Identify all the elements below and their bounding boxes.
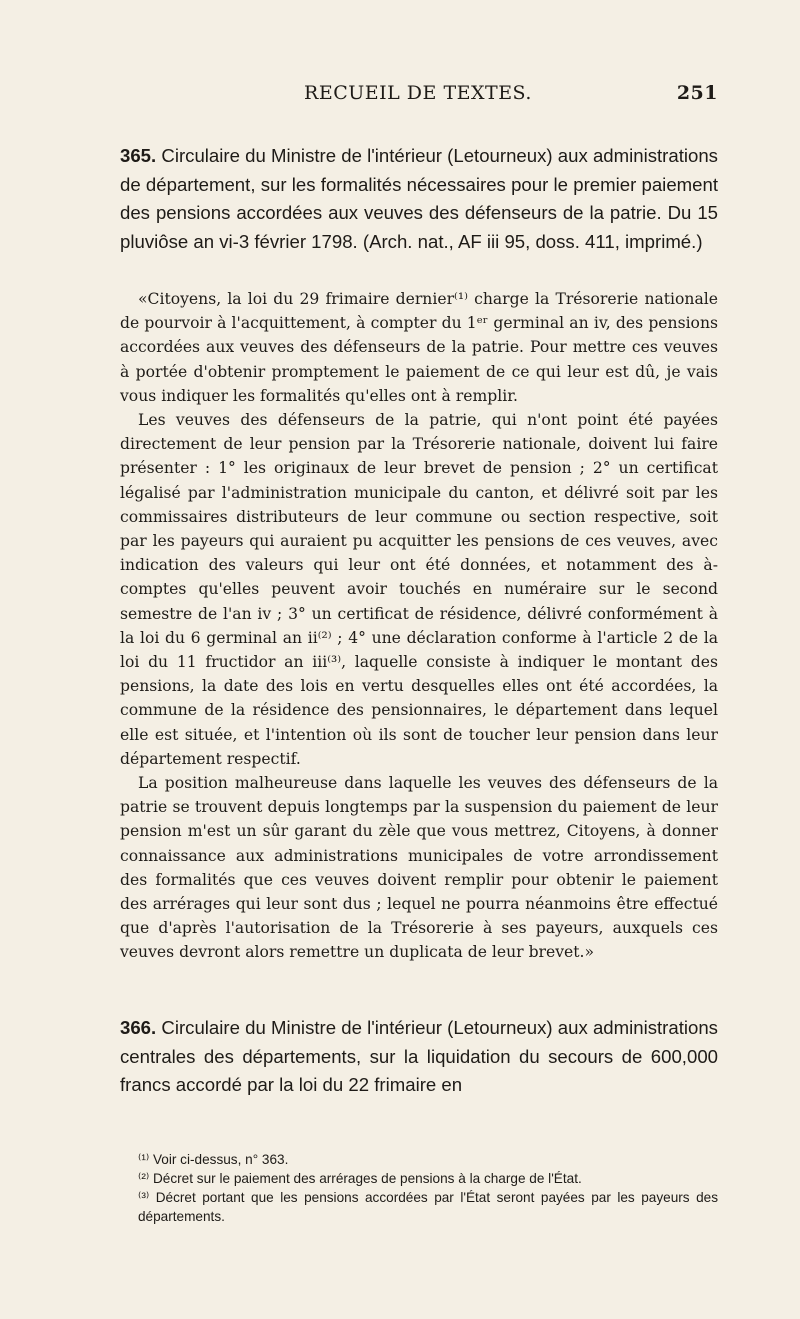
section-365-heading [120,142,718,256]
section-number: 366. [120,1017,157,1038]
paragraph: Les veuves des défenseurs de la patrie, qui n'ont point été payées directement de leur pension par la Trésorerie nationale, doivent lui faire présenter : 1° les originaux de leur brevet de pension ; 2° un certificat légalisé par l'administration municipale du canton, et délivré soit par les commissaires distributeurs de leur commune ou section respective, soit par les payeurs qui auraient pu acquitter les pensions de ces veuves, avec indication des valeurs qui leur ont été données, et notamment des à-comptes qu'elles peuvent avoir touchés en numéraire sur le second semestre de l'an iv ; 3° un certificat de résidence, délivré conformément à la loi du 6 germinal an ii⁽²⁾ ; 4° une déclaration conforme à l'article 2 de la loi du 11 fructidor an iii⁽³⁾, laquelle consiste à indiquer le montant des pensions, la date des lois en vertu desquelles elles ont été accordées, la commune de la résidence des pensionnaires, le département dans lequel elle est située, et l'intention où ils sont de toucher leur pension dans leur département respectif. [120,411,718,768]
paragraph: «Citoyens, la loi du 29 frimaire dernier⁽¹⁾ charge la Trésorerie nationale de pourvoir à l'acquittement, à compter du 1ᵉʳ germinal an iv, des pensions accordées aux veuves des défenseurs de la patrie. Pour mettre ces veuves à portée d'obtenir promptement le paiement de ce qui leur est dû, je vais vous indiquer les formalités qu'elles ont à remplir. [120,290,718,405]
page-number: 251 [676,82,718,104]
section-heading-text: Circulaire du Ministre de l'intérieur (Letourneux) aux administrations de département, sur les formalités nécessaires pour le premier paiement des pensions accordées aux veuves des défenseurs de la patrie. Du 15 pluviôse an vi-3 février 1798. (Arch. nat., AF iii 95, doss. 411, imprimé.) [120,145,718,252]
footnotes [120,1150,718,1226]
running-header [118,82,718,108]
section-heading-text: Circulaire du Ministre de l'intérieur (Letourneux) aux administrations centrales des départements, sur la liquidation du secours de 600,000 francs accordé par la loi du 22 frimaire en [120,1017,718,1095]
paragraph: La position malheureuse dans laquelle les veuves des défenseurs de la patrie se trouvent depuis longtemps par la suspension du paiement de leur pension m'est un sûr garant du zèle que vous mettrez, Citoyens, à donner connaissance aux administrations municipales de votre arrondissement des formalités que ces veuves doivent remplir pour obtenir le paiement des arrérages qui leur sont dus ; lequel ne pourra néanmoins être effectué que d'après l'autorisation de la Trésorerie à ses payeurs, auxquels ces veuves devront alors remettre un duplicata de leur brevet.» [120,774,718,962]
footnote: ⁽¹⁾ Voir ci-dessus, n° 363. [138,1152,289,1167]
footnote: ⁽²⁾ Décret sur le paiement des arrérages de pensions à la charge de l'État. [138,1171,582,1186]
running-title: RECUEIL DE TEXTES. [304,82,532,104]
section-number: 365. [120,145,157,166]
section-365-body [120,287,718,965]
section-366-heading [120,1014,718,1100]
footnote: ⁽³⁾ Décret portant que les pensions accordées par l'État seront payées par les payeurs des départements. [138,1190,718,1224]
